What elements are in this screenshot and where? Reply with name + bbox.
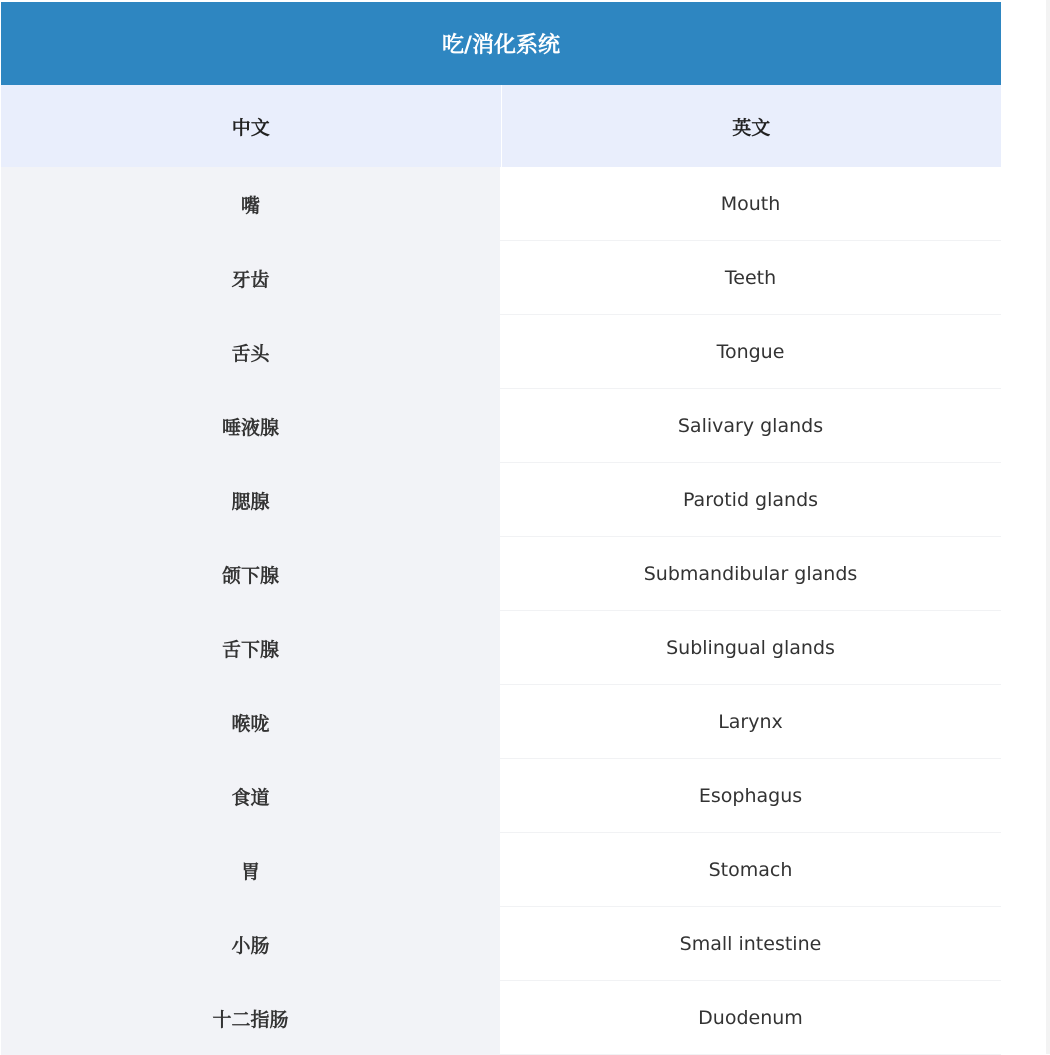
cell-chinese: 颌下腺 [1, 537, 500, 611]
table-row [1, 759, 1001, 833]
header-row [1, 85, 1001, 167]
cell-english: Sublingual glands [500, 611, 1001, 685]
table-row [1, 833, 1001, 907]
cell-english: Parotid glands [500, 463, 1001, 537]
table-row [1, 315, 1001, 389]
table-row [1, 241, 1001, 315]
table-title-text: 吃/消化系统 [441, 33, 561, 58]
cell-chinese: 小肠 [1, 907, 500, 981]
cell-chinese: 腮腺 [1, 463, 500, 537]
cell-english: Mouth [500, 167, 1001, 241]
cell-english: Tongue [500, 315, 1001, 389]
table-row [1, 463, 1001, 537]
cell-chinese: 喉咙 [1, 685, 500, 759]
cell-english: Submandibular glands [500, 537, 1001, 611]
table-title [1, 2, 1001, 85]
table-row [1, 907, 1001, 981]
cell-chinese: 舌头 [1, 315, 500, 389]
cell-chinese: 唾液腺 [1, 389, 500, 463]
header-chinese: 中文 [1, 85, 502, 167]
cell-chinese: 胃 [1, 833, 500, 907]
header-english: 英文 [502, 85, 1002, 167]
cell-chinese: 牙齿 [1, 241, 500, 315]
page-edge [1046, 0, 1050, 1054]
table-row [1, 611, 1001, 685]
cell-english: Duodenum [500, 981, 1001, 1055]
table-row [1, 537, 1001, 611]
cell-chinese: 食道 [1, 759, 500, 833]
table-body [1, 167, 1001, 1055]
cell-english: Salivary glands [500, 389, 1001, 463]
cell-english: Esophagus [500, 759, 1001, 833]
table-row [1, 167, 1001, 241]
cell-chinese: 嘴 [1, 167, 500, 241]
cell-chinese: 舌下腺 [1, 611, 500, 685]
vocabulary-table [1, 2, 1001, 1055]
cell-english: Small intestine [500, 907, 1001, 981]
cell-chinese: 十二指肠 [1, 981, 500, 1055]
table-row [1, 389, 1001, 463]
cell-english: Teeth [500, 241, 1001, 315]
cell-english: Stomach [500, 833, 1001, 907]
cell-english: Larynx [500, 685, 1001, 759]
table-row [1, 685, 1001, 759]
table-row [1, 981, 1001, 1055]
